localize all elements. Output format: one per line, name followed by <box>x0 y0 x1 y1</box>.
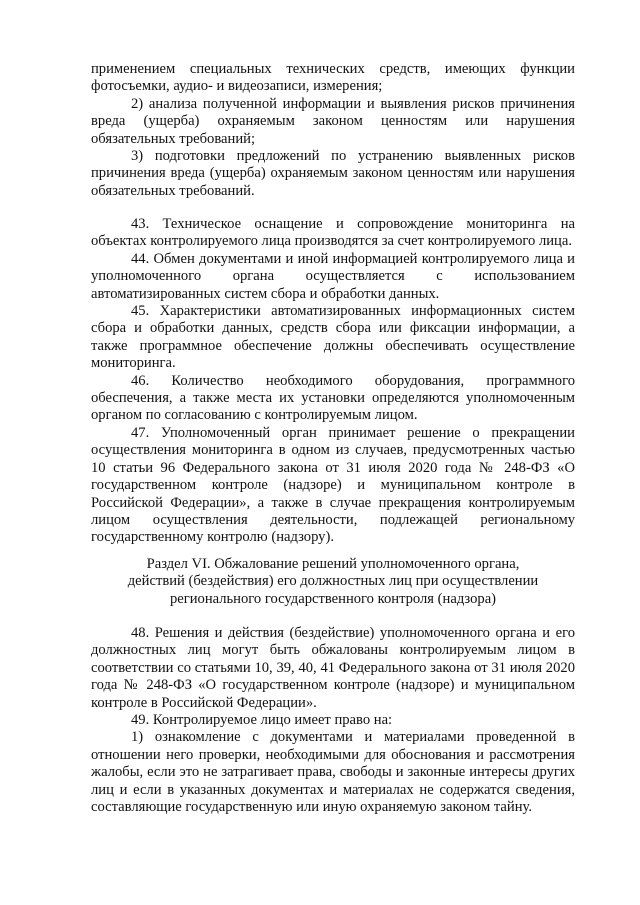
paragraph-43: 43. Техническое оснащение и сопровождение мониторинга на объектах контролируемого лица производятся за счет контролируемого лица. <box>91 216 575 250</box>
paragraph-continuation: применением специальных технических средств, имеющих функции фотосъемки, аудио- и видеозаписи, измерения; <box>91 61 575 95</box>
paragraph-48: 48. Решения и действия (бездействие) уполномоченного органа и его должностных лиц могут быть обжалованы контролируемым лицом в соответствии со статьями 10, 39, 40, 41 Федерального закона от 31 июля 2020 года № 248-ФЗ «О государственном контроле (надзоре) и муниципальном контроле в Российской Федерации». <box>91 625 575 711</box>
text-block-monitoring-continued <box>91 61 575 200</box>
paragraph-item-3: 3) подготовки предложений по устранению выявленных рисков причинения вреда (ущерба) охраняемым законом ценностям или нарушения обязательных требований. <box>91 148 575 199</box>
paragraph-45: 45. Характеристики автоматизированных информационных систем сбора и обработки данных, средств сбора или фиксации информации, а также программное обеспечение должны обеспечивать осуществление мониторинга. <box>91 303 575 372</box>
paragraph-item-2: 2) анализа полученной информации и выявления рисков причинения вреда (ущерба) охраняемым законом ценностям или нарушения обязательных требований; <box>91 95 575 147</box>
text-block-clauses-48-49 <box>91 625 575 816</box>
paragraph-44: 44. Обмен документами и иной информацией контролируемого лица и уполномоченного органа осуществляется с использованием автоматизированных систем сбора и обработки данных. <box>91 250 575 302</box>
section-heading <box>91 556 575 608</box>
paragraph-49-item-1: 1) ознакомление с документами и материалами проведенной в отношении него проверки, необходимыми для обоснования и рассмотрения жалобы, если это не затрагивает права, свободы и законные интересы других лиц и если в указанных документах и материалах не содержатся сведения, составляющие государственную или иную охраняемую законом тайну. <box>91 729 575 816</box>
section-heading-line-2: действий (бездействия) его должностных лиц при осуществлении <box>127 573 539 590</box>
text-block-clauses-43-47 <box>91 216 575 547</box>
paragraph-46: 46. Количество необходимого оборудования, программного обеспечения, а также места их установки определяются уполномоченным органом по согласованию с контролируемым лицом. <box>91 372 575 424</box>
section-heading-line-3: регионального государственного контроля (надзора) <box>169 590 497 607</box>
section-heading-line-1: Раздел VI. Обжалование решений уполномоченного органа, <box>146 556 520 572</box>
paragraph-47: 47. Уполномоченный орган принимает решение о прекращении осуществления мониторинга в одном из случаев, предусмотренных частью 10 статьи 96 Федерального закона от 31 июля 2020 года № 248-ФЗ «О государственном контроле (надзоре) и муниципальном контроле в Российской Федерации», а также в случае прекращения контролируемым лицом осуществления деятельности, подлежащей региональному государственному контролю (надзору). <box>91 424 575 546</box>
paragraph-49: 49. Контролируемое лицо имеет право на: <box>131 712 393 729</box>
